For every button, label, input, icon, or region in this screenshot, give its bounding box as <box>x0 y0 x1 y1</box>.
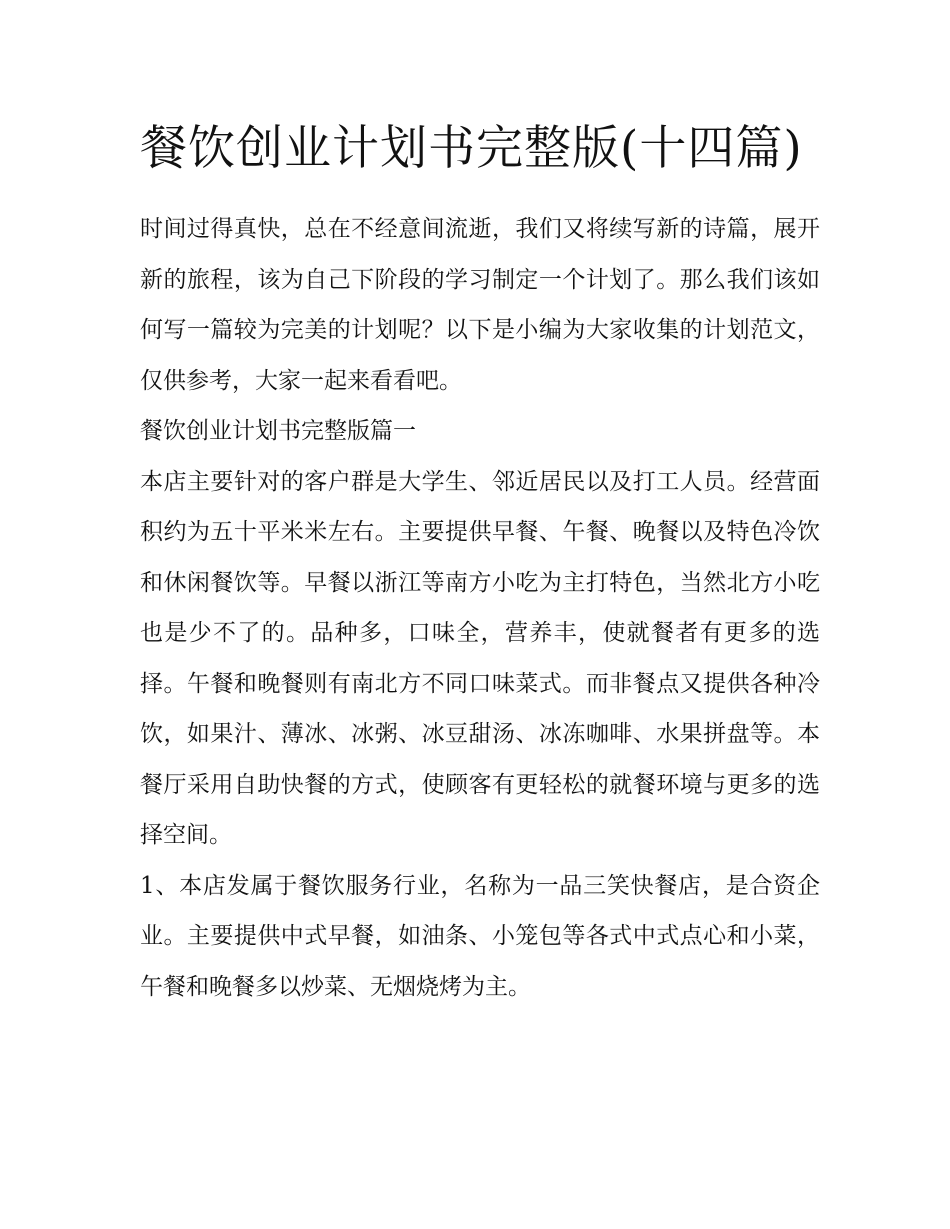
section-heading: 餐饮创业计划书完整版篇一 <box>140 418 416 444</box>
document-title: 餐饮创业计划书完整版(十四篇) <box>140 121 803 176</box>
document-page <box>140 112 820 1012</box>
intro-paragraph: 时间过得真快，总在不经意间流逝，我们又将续写新的诗篇，展开新的旅程，该为自己下阶段的学习制定一个计划了。那么我们该如何写一篇较为完美的计划呢？以下是小编为大家收集的计划范文，仅供参考，大家一起来看看吧。 <box>140 216 820 394</box>
body-paragraph-2: 1、本店发属于餐饮服务行业，名称为一品三笑快餐店，是合资企业。主要提供中式早餐，如油条、小笼包等各式中式点心和小菜，午餐和晚餐多以炒菜、无烟烧烤为主。 <box>140 872 820 1000</box>
body-paragraph-1: 本店主要针对的客户群是大学生、邻近居民以及打工人员。经营面积约为五十平米米左右。主要提供早餐、午餐、晚餐以及特色冷饮和休闲餐饮等。早餐以浙江等南方小吃为主打特色，当然北方小吃也是少不了的。品种多，口味全，营养丰，使就餐者有更多的选择。午餐和晚餐则有南北方不同口味菜式。而非餐点又提供各种冷饮，如果汁、薄冰、冰粥、冰豆甜汤、冰冻咖啡、水果拼盘等。本餐厅采用自助快餐的方式，使顾客有更轻松的就餐环境与更多的选择空间。 <box>140 468 820 848</box>
